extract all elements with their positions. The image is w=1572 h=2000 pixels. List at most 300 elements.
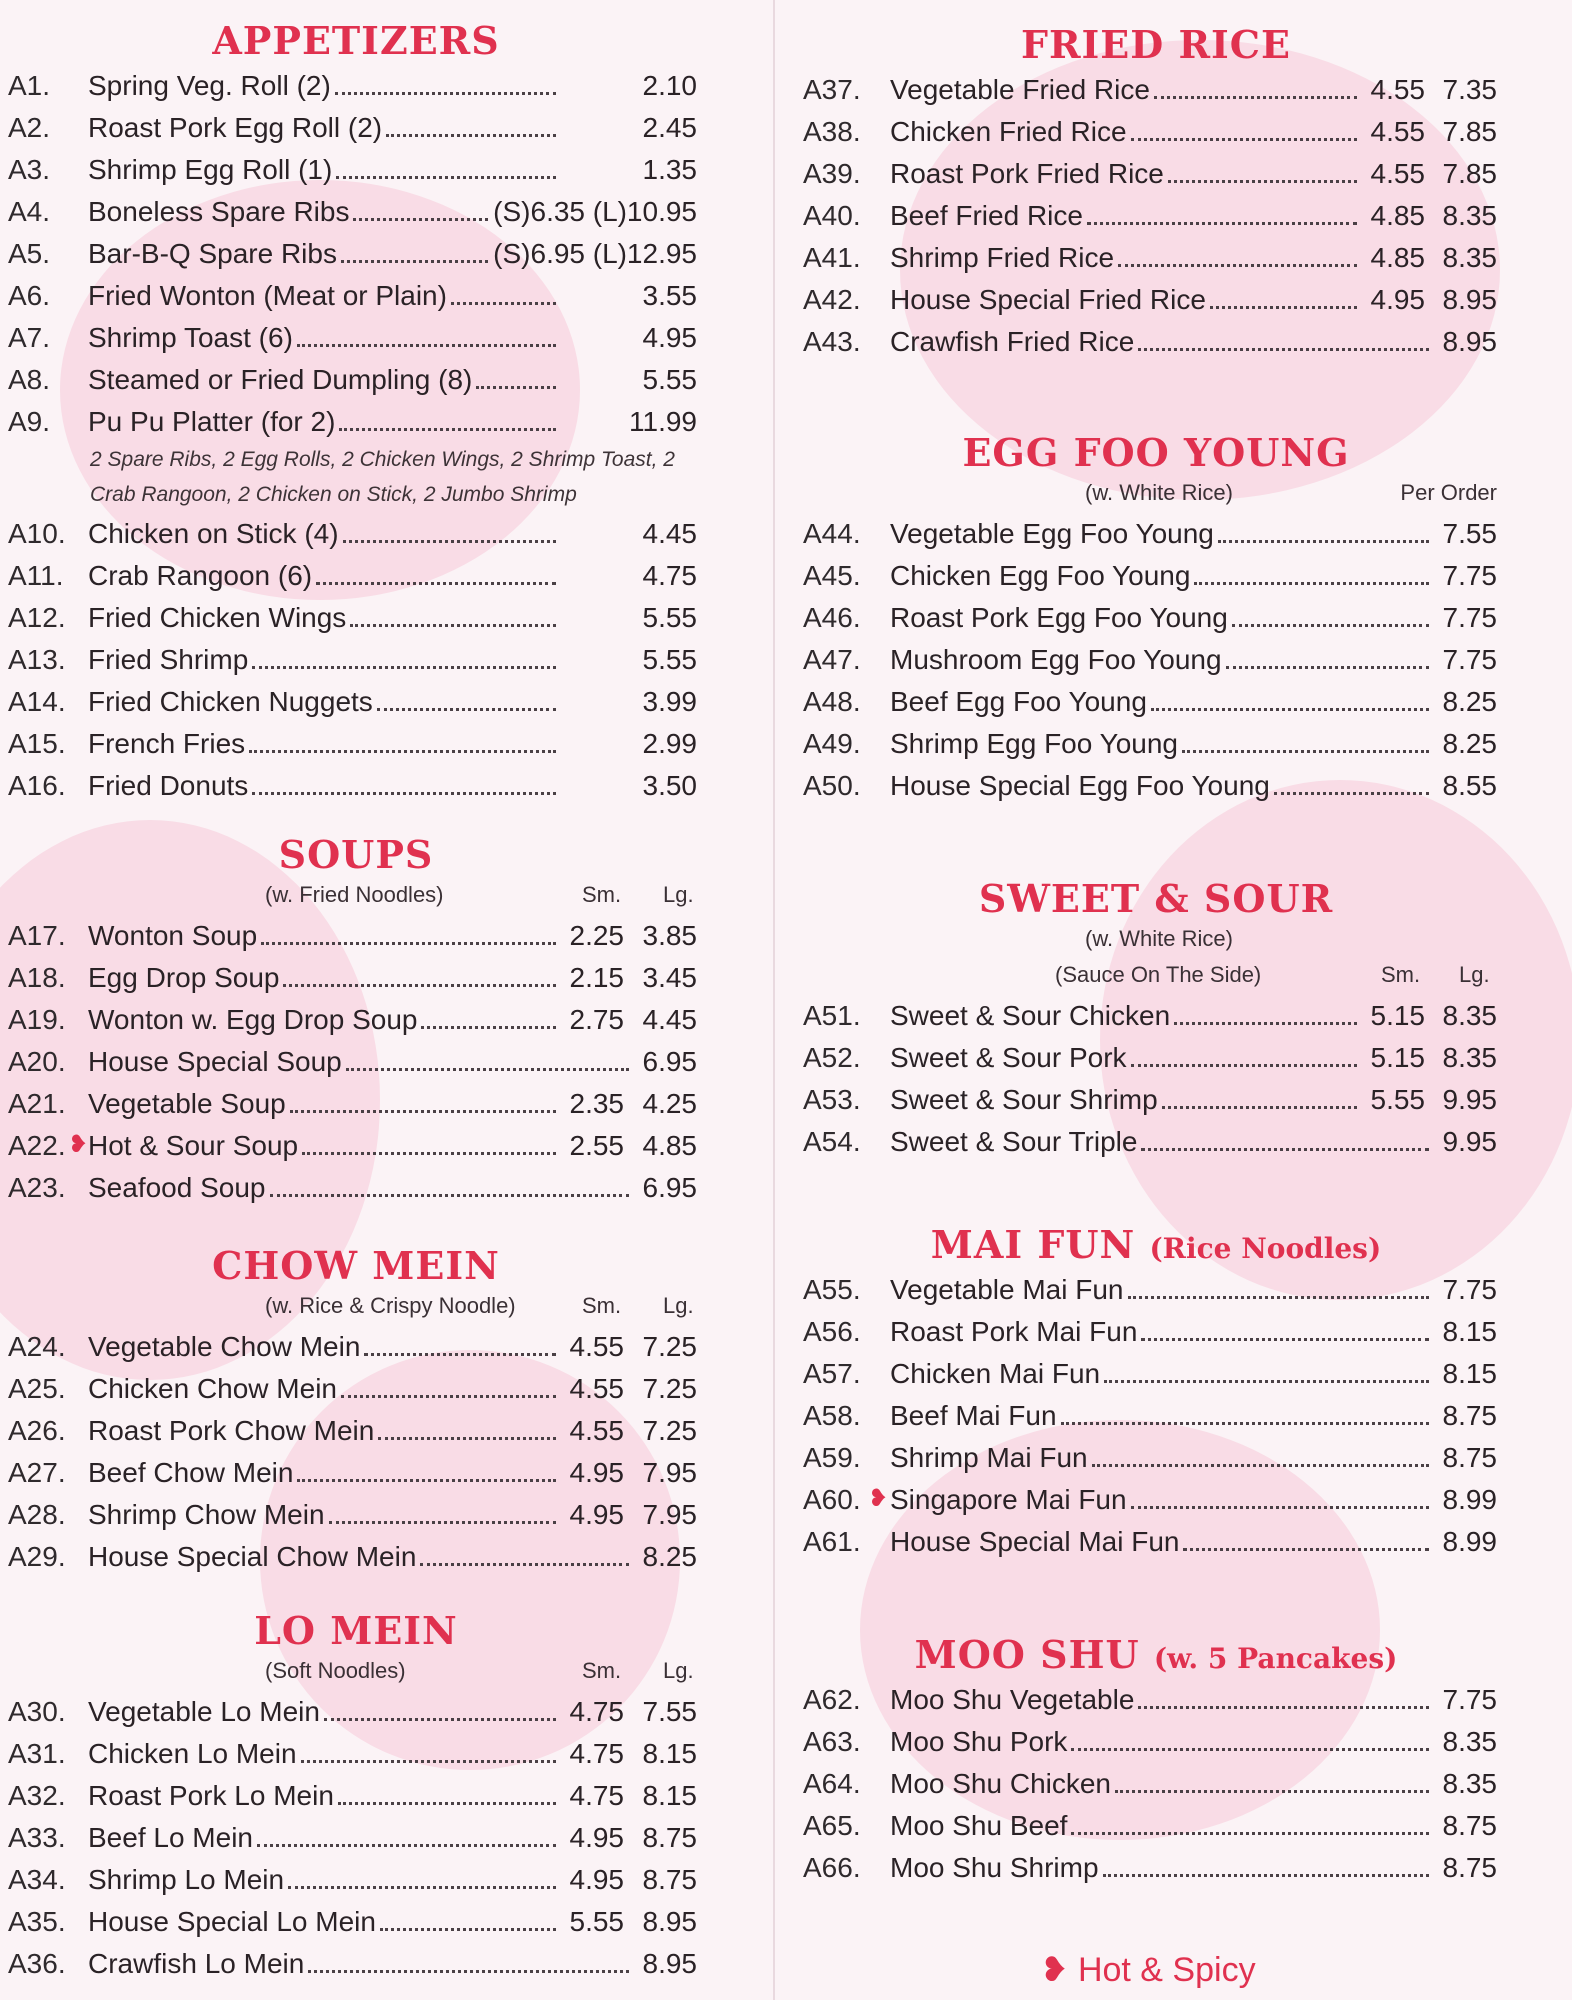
item-name: Shrimp Lo Mein (88, 1864, 285, 1895)
dot-leader (1141, 1148, 1429, 1151)
item-name: Sweet & Sour Triple (890, 1126, 1138, 1157)
dot-leader (1103, 1874, 1429, 1877)
section-subtitle-row (795, 922, 1517, 958)
item-code: A42. (803, 284, 861, 315)
item-price: 8.99 (1442, 1526, 1497, 1557)
section-title-note: (w. 5 Pancakes) (1153, 1642, 1398, 1675)
item-name-leader (890, 728, 1433, 760)
item-code: A37. (803, 74, 861, 105)
dot-leader (353, 218, 488, 221)
item-price: 7.75 (1442, 1274, 1497, 1305)
item-name-leader (88, 1415, 560, 1447)
section-title (0, 832, 712, 878)
item-name: Shrimp Mai Fun (890, 1442, 1088, 1473)
item-name-leader (88, 1046, 633, 1078)
menu-item-row (795, 596, 1517, 638)
dot-leader (1218, 540, 1429, 543)
item-price-large: 4.25 (642, 1088, 697, 1119)
item-name: Steamed or Fried Dumpling (8) (88, 364, 473, 395)
menu-item-row (0, 596, 712, 638)
item-code: A56. (803, 1316, 861, 1347)
item-code: A43. (803, 326, 861, 357)
item-price-large: 8.95 (642, 1906, 697, 1937)
column-header-large: Lg. (663, 1293, 694, 1318)
dot-leader (1182, 750, 1429, 753)
item-name-leader (88, 1499, 560, 1531)
item-name-leader (890, 1484, 1433, 1516)
item-code: A55. (803, 1274, 861, 1305)
item-price-large: 8.95 (1442, 284, 1497, 315)
item-code: A13. (8, 644, 66, 675)
section-title-text: SWEET & SOUR (978, 876, 1334, 921)
menu-item-row (0, 1493, 712, 1535)
menu-item-row (795, 236, 1517, 278)
menu-item-row (0, 106, 712, 148)
dot-leader (324, 1718, 556, 1721)
item-price-large: 8.75 (642, 1822, 697, 1853)
item-price: 8.15 (1442, 1358, 1497, 1389)
item-name-leader (88, 686, 560, 718)
item-code: A39. (803, 158, 861, 189)
item-code: A21. (8, 1088, 66, 1119)
section-subtitle-row (0, 1289, 712, 1325)
section-title-text: EGG FOO YOUNG (962, 430, 1350, 475)
page-fold-line (773, 0, 775, 2000)
column-header-small: Sm. (1381, 962, 1421, 987)
menu-item-row (0, 148, 712, 190)
item-price-small: 2.55 (569, 1130, 624, 1161)
item-name: Boneless Spare Ribs (88, 196, 350, 227)
item-price-small: 4.55 (569, 1415, 624, 1446)
chili-pepper-icon: ❥ (1040, 1951, 1069, 1989)
item-code: A47. (803, 644, 861, 675)
dot-leader (364, 1353, 556, 1356)
item-size-prices: (S)6.95 (L) (493, 238, 627, 269)
item-price-large: 7.25 (642, 1415, 697, 1446)
section-title-text: MAI FUN (930, 1222, 1136, 1267)
section-fried-rice (795, 22, 1517, 362)
item-name: Wonton Soup (88, 920, 258, 951)
menu-item-row (0, 914, 712, 956)
item-price: 7.75 (1442, 644, 1497, 675)
item-name: Vegetable Fried Rice (890, 74, 1150, 105)
dot-leader (336, 176, 556, 179)
dot-leader (1131, 1064, 1357, 1067)
item-name-leader (88, 560, 560, 592)
menu-item-row (0, 956, 712, 998)
menu-item-row (795, 320, 1517, 362)
menu-item-row (795, 638, 1517, 680)
item-code: A49. (803, 728, 861, 759)
section-title-text: MOO SHU (914, 1632, 1140, 1677)
menu-item-row (795, 1268, 1517, 1310)
section-title-text: SOUPS (278, 832, 434, 877)
section-lo-mein (0, 1608, 712, 1984)
menu-item-row (0, 1900, 712, 1942)
item-price-small: 4.95 (569, 1499, 624, 1530)
menu-item-row (795, 1436, 1517, 1478)
item-price: 8.25 (1442, 686, 1497, 717)
dot-leader (343, 540, 556, 543)
dot-leader (338, 1802, 556, 1805)
item-code: A12. (8, 602, 66, 633)
item-price-large: 7.55 (642, 1696, 697, 1727)
dot-leader (270, 1194, 630, 1197)
section-title (795, 876, 1517, 922)
dot-leader (476, 386, 556, 389)
item-price-small: 5.15 (1370, 1000, 1425, 1031)
menu-item-row (0, 1858, 712, 1900)
item-name-leader (890, 1358, 1433, 1390)
section-title (0, 1608, 712, 1654)
item-price-large: 3.45 (642, 962, 697, 993)
item-code: A38. (803, 116, 861, 147)
item-code: A50. (803, 770, 861, 801)
item-name-leader (88, 1864, 560, 1896)
item-price-large: 7.85 (1442, 158, 1497, 189)
item-code: A2. (8, 112, 51, 143)
item-code: A7. (8, 322, 51, 353)
item-name: House Special Soup (88, 1046, 342, 1077)
menu-item-row (795, 1352, 1517, 1394)
item-name-leader (88, 1331, 560, 1363)
menu-item-row (0, 1451, 712, 1493)
item-name: House Special Mai Fun (890, 1526, 1180, 1557)
item-name: Fried Wonton (Meat or Plain) (88, 280, 447, 311)
chili-pepper-icon: ❥ (868, 1485, 889, 1512)
item-name: Chicken Mai Fun (890, 1358, 1101, 1389)
dot-leader (451, 302, 556, 305)
menu-item-row (0, 316, 712, 358)
item-code: A66. (803, 1852, 861, 1883)
dot-leader (1071, 1832, 1429, 1835)
item-name-leader (88, 1172, 633, 1204)
section-subtitle: (w. White Rice) (1085, 480, 1233, 505)
item-name-leader (88, 154, 560, 186)
item-name-leader (890, 242, 1361, 274)
dot-leader (386, 134, 556, 137)
item-name-leader (890, 1526, 1433, 1558)
item-name: Roast Pork Mai Fun (890, 1316, 1138, 1347)
item-price: 11.99 (629, 406, 697, 437)
item-price: 2.45 (642, 112, 697, 143)
section-title (0, 18, 712, 64)
item-name-leader (88, 1130, 560, 1162)
item-price-large: 7.85 (1442, 116, 1497, 147)
dot-leader (378, 1437, 556, 1440)
item-price: 8.15 (1442, 1316, 1497, 1347)
item-code: A62. (803, 1684, 861, 1715)
item-code: A61. (803, 1526, 861, 1557)
menu-item-row (0, 764, 712, 806)
item-price-small: 4.75 (569, 1696, 624, 1727)
item-code: A60. (803, 1484, 861, 1515)
dot-leader (1118, 264, 1357, 267)
item-name: Vegetable Chow Mein (88, 1331, 361, 1362)
item-price-large: 8.15 (642, 1780, 697, 1811)
item-name: Beef Fried Rice (890, 200, 1083, 231)
menu-item-row (795, 554, 1517, 596)
section-title-text: CHOW MEIN (212, 1243, 500, 1288)
item-price: 4.95 (642, 322, 697, 353)
item-name-leader (890, 1852, 1433, 1884)
menu-item-row (0, 1774, 712, 1816)
section-title-text: LO MEIN (254, 1608, 458, 1653)
item-code: A65. (803, 1810, 861, 1841)
item-name: Roast Pork Lo Mein (88, 1780, 334, 1811)
item-price: 8.95 (1442, 326, 1497, 357)
legend-label: Hot & Spicy (1077, 1951, 1256, 1989)
item-price: 8.55 (1442, 770, 1497, 801)
item-price: 8.35 (1442, 1768, 1497, 1799)
item-price: 8.75 (1442, 1810, 1497, 1841)
item-price: 2.99 (642, 728, 697, 759)
section-subtitle: (w. Fried Noodles) (265, 882, 444, 907)
item-name-leader (88, 1373, 560, 1405)
item-code: A25. (8, 1373, 66, 1404)
dot-leader (1183, 1548, 1429, 1551)
menu-item-row (0, 1535, 712, 1577)
item-code: A51. (803, 1000, 861, 1031)
item-price-large: 8.75 (642, 1864, 697, 1895)
menu-item-row (0, 1040, 712, 1082)
dot-leader (1226, 666, 1429, 669)
item-name: Shrimp Chow Mein (88, 1499, 325, 1530)
item-name: House Special Lo Mein (88, 1906, 376, 1937)
item-code: A27. (8, 1457, 66, 1488)
item-name-leader (890, 1768, 1433, 1800)
item-code: A29. (8, 1541, 66, 1572)
item-name-leader (88, 602, 560, 634)
dot-leader (288, 1886, 556, 1889)
menu-item-row (795, 1846, 1517, 1888)
dot-leader (308, 1970, 629, 1973)
item-price: 7.75 (1442, 602, 1497, 633)
item-name: French Fries (88, 728, 246, 759)
item-code: A33. (8, 1822, 66, 1853)
menu-item-row (795, 722, 1517, 764)
section-title (795, 1222, 1517, 1268)
item-name-leader (890, 518, 1433, 550)
dot-leader (1210, 306, 1357, 309)
dot-leader (339, 428, 556, 431)
item-price: 6.95 (642, 1046, 697, 1077)
item-name: Vegetable Soup (88, 1088, 286, 1119)
dot-leader (1174, 1022, 1357, 1025)
item-name-leader (890, 1726, 1433, 1758)
dot-leader (1274, 792, 1429, 795)
item-name: Crawfish Lo Mein (88, 1948, 305, 1979)
menu-item-row (0, 1690, 712, 1732)
menu-item-row (0, 274, 712, 316)
section-appetizers (0, 18, 712, 806)
item-name: Fried Donuts (88, 770, 249, 801)
item-name-leader (88, 644, 560, 676)
item-name: Sweet & Sour Chicken (890, 1000, 1171, 1031)
item-name-leader (890, 116, 1361, 148)
section-subtitle-row (795, 958, 1517, 994)
item-price: 8.25 (642, 1541, 697, 1572)
item-price-large: 8.35 (1442, 242, 1497, 273)
item-code: A24. (8, 1331, 66, 1362)
section-subtitle: (w. White Rice) (1085, 926, 1233, 951)
item-name-leader (890, 560, 1433, 592)
item-name-leader (890, 1400, 1433, 1432)
item-code: A9. (8, 406, 51, 437)
item-price: 4.45 (642, 518, 697, 549)
menu-item-row (0, 554, 712, 596)
item-name: Fried Shrimp (88, 644, 249, 675)
item-name-leader (88, 406, 560, 438)
item-name: Singapore Mai Fun (890, 1484, 1127, 1515)
section-title-note: (Rice Noodles) (1149, 1232, 1382, 1265)
section-title-text: FRIED RICE (1020, 22, 1292, 67)
menu-item-row (0, 1732, 712, 1774)
item-code: A53. (803, 1084, 861, 1115)
item-name-leader (88, 1088, 560, 1120)
dot-leader (1087, 222, 1357, 225)
menu-item-row (795, 994, 1517, 1036)
item-name: Shrimp Egg Roll (1) (88, 154, 333, 185)
item-price: 1.35 (642, 154, 697, 185)
menu-item-row (795, 1120, 1517, 1162)
item-price-small: 4.75 (569, 1738, 624, 1769)
menu-item-row (0, 1367, 712, 1409)
dot-leader (1104, 1380, 1429, 1383)
item-code: A10. (8, 518, 66, 549)
dot-leader (1232, 624, 1429, 627)
item-price: 5.55 (642, 602, 697, 633)
item-name-leader (890, 686, 1433, 718)
item-code: A31. (8, 1738, 66, 1769)
dot-leader (257, 1844, 556, 1847)
item-code: A28. (8, 1499, 66, 1530)
item-price-small: 4.55 (1370, 116, 1425, 147)
menu-item-row (795, 152, 1517, 194)
column-header-large: Lg. (1459, 962, 1490, 987)
item-price-large: 7.25 (642, 1373, 697, 1404)
item-price-small: 4.75 (569, 1780, 624, 1811)
item-code: A40. (803, 200, 861, 231)
section-title (795, 430, 1517, 476)
hot-spicy-legend (1040, 1950, 1256, 1990)
dot-leader (302, 1152, 556, 1155)
dot-leader (1154, 96, 1357, 99)
menu-item-row (0, 1409, 712, 1451)
item-price-large: 7.25 (642, 1331, 697, 1362)
item-price-small: 2.25 (569, 920, 624, 951)
dot-leader (301, 1760, 556, 1763)
item-price: 5.55 (642, 644, 697, 675)
item-name-leader (890, 1684, 1433, 1716)
dot-leader (1115, 1790, 1429, 1793)
item-price-small: 4.95 (569, 1822, 624, 1853)
dot-leader (420, 1563, 629, 1566)
menu-item-row (0, 1082, 712, 1124)
item-code: A32. (8, 1780, 66, 1811)
item-name: Moo Shu Pork (890, 1726, 1068, 1757)
item-name: Spring Veg. Roll (2) (88, 70, 331, 101)
item-name: Beef Lo Mein (88, 1822, 253, 1853)
item-code: A45. (803, 560, 861, 591)
item-code: A5. (8, 238, 51, 269)
item-code: A58. (803, 1400, 861, 1431)
item-name-leader (890, 770, 1433, 802)
item-description: 2 Spare Ribs, 2 Egg Rolls, 2 Chicken Wings, 2 Shrimp Toast, 2 Crab Rangoon, 2 Chicken on Stick, 2 Jumbo Shrimp (90, 448, 675, 506)
item-price-small: 4.85 (1370, 242, 1425, 273)
item-name: Shrimp Toast (6) (88, 322, 293, 353)
item-name: Vegetable Egg Foo Young (890, 518, 1214, 549)
menu-item-row (0, 1325, 712, 1367)
dot-leader (1162, 1106, 1357, 1109)
section-title (795, 1632, 1517, 1678)
item-name-leader (890, 1000, 1361, 1032)
item-name: Beef Egg Foo Young (890, 686, 1147, 717)
menu-item-row (795, 1310, 1517, 1352)
section-subtitle-row (795, 476, 1517, 512)
section-title (0, 1243, 712, 1289)
item-price-large: 4.45 (642, 1004, 697, 1035)
item-name: House Special Fried Rice (890, 284, 1206, 315)
section-mai-fun (795, 1222, 1517, 1562)
item-name-leader (890, 284, 1361, 316)
menu-item-row (0, 1166, 712, 1208)
menu-item-row (795, 194, 1517, 236)
dot-leader (249, 750, 556, 753)
item-name: Sweet & Sour Shrimp (890, 1084, 1158, 1115)
section-subtitle-row (0, 1654, 712, 1690)
item-name: Vegetable Lo Mein (88, 1696, 320, 1727)
item-name-leader (88, 322, 560, 354)
item-name-leader (890, 1126, 1433, 1158)
item-name-leader (890, 74, 1361, 106)
item-price-small: 4.95 (1370, 284, 1425, 315)
item-name-leader (88, 112, 560, 144)
item-price: 5.55 (642, 364, 697, 395)
section-subtitle-row (0, 878, 712, 914)
item-code: A26. (8, 1415, 66, 1446)
dot-leader (1131, 138, 1357, 141)
chili-pepper-icon: ❥ (68, 1131, 89, 1158)
item-name-leader (88, 70, 560, 102)
dot-leader (329, 1521, 556, 1524)
section-title (795, 22, 1517, 68)
item-name-leader (88, 238, 492, 270)
item-name: Wonton w. Egg Drop Soup (88, 1004, 418, 1035)
item-name-leader (88, 280, 560, 312)
item-name: Roast Pork Egg Foo Young (890, 602, 1228, 633)
item-name: Vegetable Mai Fun (890, 1274, 1124, 1305)
item-price-large: 8.15 (642, 1738, 697, 1769)
item-code: A54. (803, 1126, 861, 1157)
menu-item-row (0, 722, 712, 764)
menu-item-row (0, 638, 712, 680)
item-price-small: 4.55 (1370, 158, 1425, 189)
menu-item-row (795, 1762, 1517, 1804)
item-price: 3.99 (642, 686, 697, 717)
item-code: A34. (8, 1864, 66, 1895)
menu-item-row (0, 64, 712, 106)
item-name-leader (890, 158, 1361, 190)
item-price-large: 8.35 (1442, 1000, 1497, 1031)
item-name-leader (88, 1738, 560, 1770)
item-code: A22. (8, 1130, 66, 1161)
item-price: 9.95 (1442, 1126, 1497, 1157)
item-price-small: 4.55 (569, 1373, 624, 1404)
column-header-small: Sm. (582, 882, 622, 907)
item-name: Fried Chicken Wings (88, 602, 347, 633)
dot-leader (1141, 1338, 1429, 1341)
